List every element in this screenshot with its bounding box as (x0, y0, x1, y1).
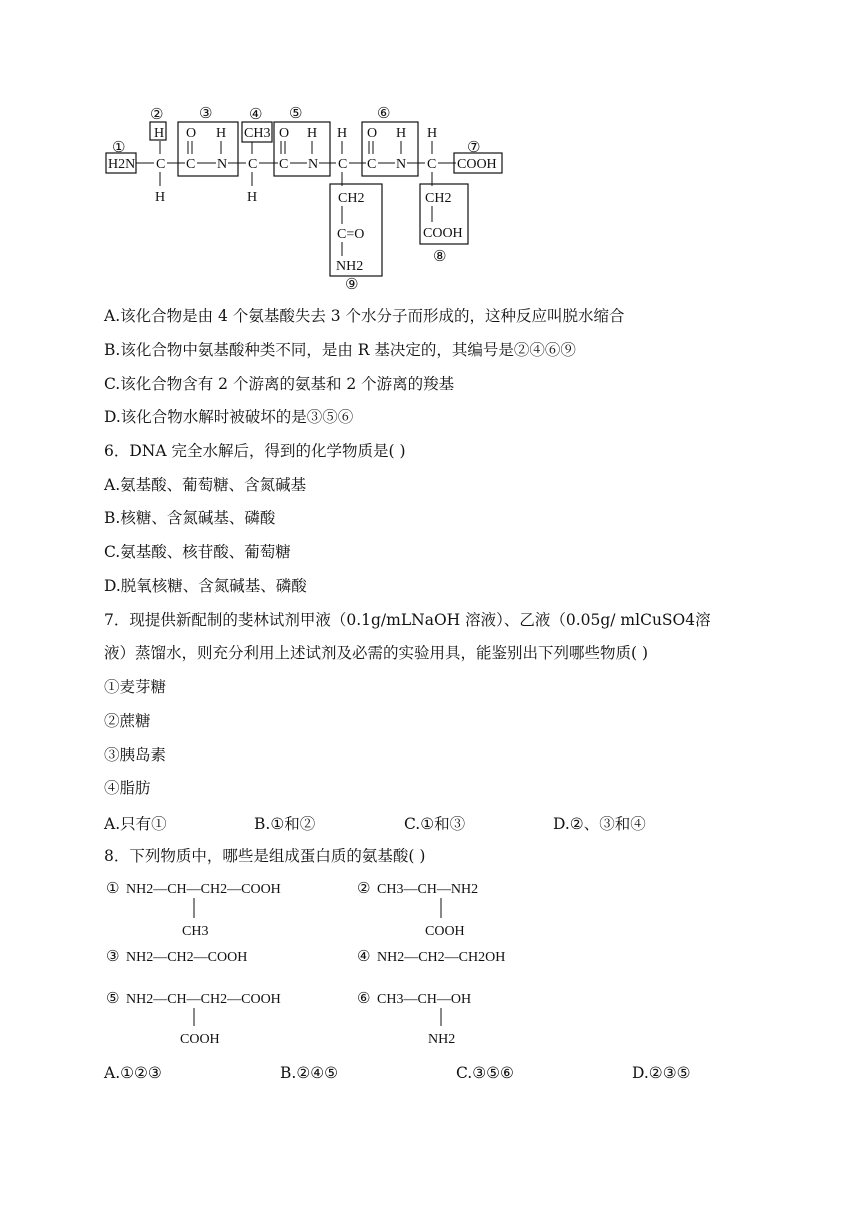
svg-text:N: N (396, 157, 407, 172)
q7-option-a: A.只有① (104, 815, 167, 833)
svg-text:H: H (427, 126, 438, 141)
cooh-group: COOH (457, 157, 497, 172)
ch3-group: CH3 (244, 126, 271, 141)
q6-option-b: B.核糖、含氮碱基、磷酸 (104, 509, 276, 527)
q5-option-c: C.该化合物含有 2 个游离的氨基和 2 个游离的羧基 (104, 375, 455, 393)
svg-text:C: C (156, 157, 166, 172)
svg-text:COOH: COOH (425, 924, 465, 939)
compound-2-main: CH3—CH—NH2 (377, 882, 479, 897)
q7-stem-line1: 7．现提供新配制的斐林试剂甲液（0.1g/mLNaOH 溶液）、乙液（0.05g/ mlCuSO4溶 (104, 611, 711, 629)
q5-option-d: D.该化合物水解时被破坏的是③⑤⑥ (104, 408, 354, 426)
svg-text:①: ① (106, 879, 120, 897)
q7-item-1: ①麦芽糖 (104, 678, 167, 696)
svg-text:O: O (186, 126, 197, 141)
compound-3-main: NH2—CH2—COOH (126, 950, 248, 965)
compound-1-main: NH2—CH—CH2—COOH (126, 882, 281, 897)
svg-text:C: C (279, 157, 289, 172)
svg-text:CH2: CH2 (425, 191, 452, 206)
q8-option-a: A.①②③ (104, 1064, 162, 1082)
q7-item-2: ②蔗糖 (104, 712, 151, 730)
q6-option-a: A.氨基酸、葡萄糖、含氮碱基 (104, 476, 307, 494)
svg-text:⑥: ⑥ (357, 989, 371, 1007)
svg-text:③: ③ (106, 947, 120, 965)
svg-text:NH2: NH2 (428, 1032, 456, 1047)
label-6: ⑥ (377, 104, 391, 122)
q7-option-c: C.①和③ (404, 815, 466, 833)
q7-option-b: B.①和② (254, 815, 316, 833)
label-1: ① (112, 138, 126, 156)
q8-option-b: B.②④⑤ (280, 1064, 339, 1082)
svg-text:⑤: ⑤ (106, 989, 120, 1007)
svg-text:O: O (279, 126, 290, 141)
svg-text:C=O: C=O (337, 227, 365, 242)
label-3: ③ (199, 104, 213, 122)
compound-5-main: NH2—CH—CH2—COOH (126, 992, 281, 1007)
q7-stem-line2: 液）蒸馏水，则充分利用上述试剂及必需的实验用具，能鉴别出下列哪些物质( ) (104, 644, 649, 662)
h2n-group: H2N (108, 157, 136, 172)
svg-text:CH3: CH3 (182, 924, 209, 939)
svg-text:C: C (367, 157, 377, 172)
svg-text:C: C (338, 157, 348, 172)
q5-option-a: A.该化合物是由 4 个氨基酸失去 3 个水分子而形成的，这种反应叫脱水缩合 (104, 307, 625, 325)
q8-option-c: C.③⑤⑥ (456, 1064, 514, 1082)
svg-text:C: C (248, 157, 258, 172)
svg-text:H: H (247, 190, 258, 205)
q8-stem: 8．下列物质中，哪些是组成蛋白质的氨基酸( ) (104, 847, 426, 865)
svg-text:N: N (217, 157, 228, 172)
svg-text:CH2: CH2 (338, 191, 365, 206)
svg-text:②: ② (357, 879, 371, 897)
svg-text:H: H (216, 126, 227, 141)
svg-text:H: H (154, 126, 165, 141)
q6-option-d: D.脱氧核糖、含氮碱基、磷酸 (104, 577, 307, 595)
q8-option-d: D.②③⑤ (632, 1064, 691, 1082)
svg-text:O: O (367, 126, 378, 141)
svg-text:C: C (186, 157, 196, 172)
svg-text:H: H (155, 190, 166, 205)
compound-6-main: CH3—CH—OH (377, 992, 472, 1007)
compound-4-main: NH2—CH2—CH2OH (377, 950, 506, 965)
q7-item-4: ④脂肪 (104, 779, 151, 797)
q7-option-d: D.②、③和④ (553, 815, 646, 833)
q7-item-3: ③胰岛素 (104, 746, 167, 764)
svg-text:C: C (427, 157, 437, 172)
label-4: ④ (249, 105, 263, 123)
q6-stem: 6．DNA 完全水解后，得到的化学物质是( ) (104, 442, 406, 460)
svg-text:H: H (307, 126, 318, 141)
q6-option-c: C.氨基酸、核苷酸、葡萄糖 (104, 543, 291, 561)
label-7: ⑦ (467, 138, 481, 156)
svg-text:COOH: COOH (423, 226, 463, 241)
label-2: ② (150, 105, 164, 123)
svg-text:④: ④ (357, 947, 371, 965)
label-5: ⑤ (289, 104, 303, 122)
svg-text:COOH: COOH (180, 1032, 220, 1047)
svg-text:NH2: NH2 (336, 259, 364, 274)
svg-text:N: N (308, 157, 319, 172)
svg-text:H: H (337, 126, 348, 141)
svg-text:H: H (396, 126, 407, 141)
label-8: ⑧ (433, 247, 447, 265)
q5-option-b: B.该化合物中氨基酸种类不同，是由 R 基决定的，其编号是②④⑥⑨ (104, 341, 576, 359)
label-9: ⑨ (345, 275, 359, 293)
